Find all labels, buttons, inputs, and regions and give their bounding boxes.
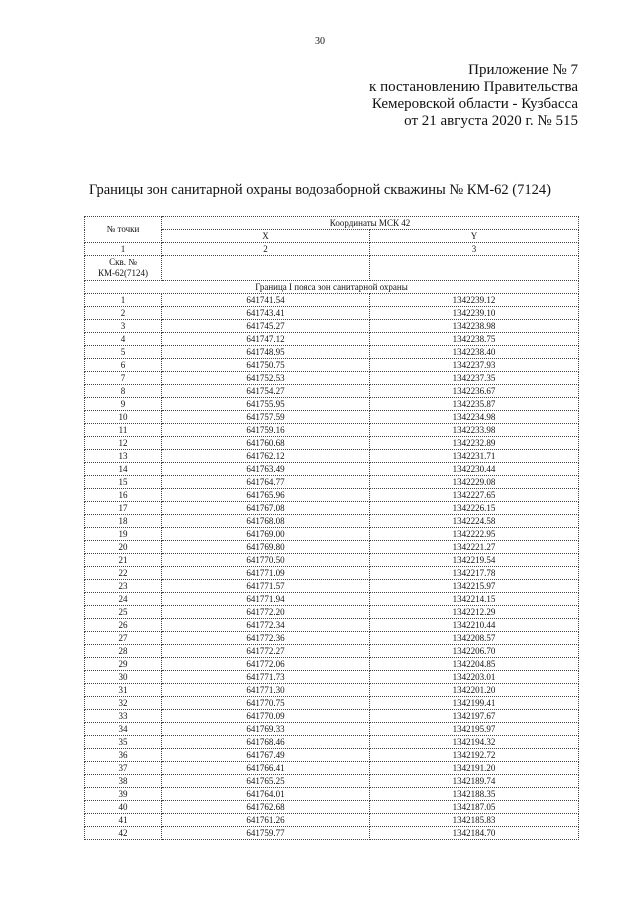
appendix-line-3: Кемеровской области - Кузбасса (371, 96, 578, 112)
y-coordinate-cell: 1342227.65 (370, 489, 579, 502)
x-coordinate-cell: 641755.95 (162, 398, 370, 411)
x-coordinate-cell: 641754.27 (162, 385, 370, 398)
x-coordinate-cell: 641759.77 (162, 827, 370, 840)
y-coordinate-cell: 1342199.41 (370, 697, 579, 710)
y-coordinate-cell: 1342204.85 (370, 658, 579, 671)
point-number-cell: 21 (85, 554, 162, 567)
y-coordinate-cell: 1342229.08 (370, 476, 579, 489)
x-coordinate-cell: 641772.06 (162, 658, 370, 671)
point-number-cell: 1 (85, 294, 162, 307)
table-row (85, 554, 579, 567)
point-number-cell: 26 (85, 619, 162, 632)
well-row (85, 256, 579, 281)
well-x-cell (162, 256, 370, 281)
y-coordinate-cell: 1342195.97 (370, 723, 579, 736)
point-number-cell: 31 (85, 684, 162, 697)
point-number-cell: 10 (85, 411, 162, 424)
x-coordinate-cell: 641766.41 (162, 762, 370, 775)
table-row (85, 450, 579, 463)
point-number-cell: 15 (85, 476, 162, 489)
section-label: Граница I пояса зон санитарной охраны (85, 281, 579, 294)
table-row (85, 684, 579, 697)
table-row (85, 658, 579, 671)
y-coordinate-cell: 1342236.67 (370, 385, 579, 398)
y-coordinate-cell: 1342230.44 (370, 463, 579, 476)
y-coordinate-cell: 1342194.32 (370, 736, 579, 749)
y-coordinate-cell: 1342187.05 (370, 801, 579, 814)
x-coordinate-cell: 641772.34 (162, 619, 370, 632)
y-coordinate-cell: 1342212.29 (370, 606, 579, 619)
table-row (85, 710, 579, 723)
table-row (85, 398, 579, 411)
point-number-cell: 5 (85, 346, 162, 359)
y-coordinate-cell: 1342203.01 (370, 671, 579, 684)
x-coordinate-cell: 641748.95 (162, 346, 370, 359)
x-coordinate-cell: 641769.00 (162, 528, 370, 541)
table-row (85, 606, 579, 619)
point-number-cell: 18 (85, 515, 162, 528)
table-row (85, 463, 579, 476)
y-coordinate-cell: 1342238.98 (370, 320, 579, 333)
point-number-cell: 14 (85, 463, 162, 476)
table-row (85, 320, 579, 333)
table-row (85, 645, 579, 658)
point-number-cell: 33 (85, 710, 162, 723)
table-row (85, 788, 579, 801)
point-number-cell: 13 (85, 450, 162, 463)
x-coordinate-cell: 641772.20 (162, 606, 370, 619)
point-number-cell: 34 (85, 723, 162, 736)
appendix-line-4: от 21 августа 2020 г. № 515 (404, 113, 578, 129)
point-number-cell: 38 (85, 775, 162, 788)
point-number-cell: 27 (85, 632, 162, 645)
point-number-cell: 8 (85, 385, 162, 398)
appendix-line-1: Приложение № 7 (468, 62, 578, 78)
appendix-header (369, 62, 578, 130)
column-numbers-row (85, 243, 579, 256)
point-number-cell: 22 (85, 567, 162, 580)
table-row (85, 437, 579, 450)
point-number-cell: 32 (85, 697, 162, 710)
x-coordinate-cell: 641771.73 (162, 671, 370, 684)
page-number: 30 (315, 36, 325, 47)
y-coordinate-cell: 1342189.74 (370, 775, 579, 788)
point-number-cell: 11 (85, 424, 162, 437)
x-coordinate-cell: 641772.27 (162, 645, 370, 658)
x-coordinate-cell: 641769.33 (162, 723, 370, 736)
point-number-cell: 4 (85, 333, 162, 346)
appendix-line-2: к постановлению Правительства (369, 79, 578, 95)
point-number-cell: 37 (85, 762, 162, 775)
table-row (85, 671, 579, 684)
y-coordinate-cell: 1342191.20 (370, 762, 579, 775)
y-coordinate-cell: 1342210.44 (370, 619, 579, 632)
x-coordinate-cell: 641771.30 (162, 684, 370, 697)
coordinates-table (84, 216, 579, 840)
x-coordinate-cell: 641767.08 (162, 502, 370, 515)
table-row (85, 801, 579, 814)
point-number-cell: 28 (85, 645, 162, 658)
table-row (85, 411, 579, 424)
table-row (85, 567, 579, 580)
point-number-cell: 29 (85, 658, 162, 671)
document-title: Границы зон санитарной охраны водозаборной скважины № КМ-62 (7124) (89, 182, 551, 198)
x-coordinate-cell: 641760.68 (162, 437, 370, 450)
point-number-cell: 23 (85, 580, 162, 593)
x-coordinate-cell: 641767.49 (162, 749, 370, 762)
table-row (85, 424, 579, 437)
y-coordinate-cell: 1342192.72 (370, 749, 579, 762)
point-number-cell: 41 (85, 814, 162, 827)
well-label-cell (85, 256, 162, 281)
column-number-1: 1 (85, 243, 162, 256)
point-number-cell: 16 (85, 489, 162, 502)
y-coordinate-cell: 1342215.97 (370, 580, 579, 593)
table-row (85, 736, 579, 749)
y-coordinate-cell: 1342188.35 (370, 788, 579, 801)
table-row (85, 385, 579, 398)
point-number-cell: 39 (85, 788, 162, 801)
y-coordinate-cell: 1342219.54 (370, 554, 579, 567)
point-number-cell: 19 (85, 528, 162, 541)
header-y: Y (370, 230, 579, 243)
table-header-row (85, 217, 579, 230)
point-number-cell: 42 (85, 827, 162, 840)
x-coordinate-cell: 641757.59 (162, 411, 370, 424)
x-coordinate-cell: 641752.53 (162, 372, 370, 385)
x-coordinate-cell: 641768.46 (162, 736, 370, 749)
x-coordinate-cell: 641743.41 (162, 307, 370, 320)
header-coordinates: Координаты МСК 42 (162, 217, 579, 230)
x-coordinate-cell: 641772.36 (162, 632, 370, 645)
point-number-cell: 7 (85, 372, 162, 385)
x-coordinate-cell: 641769.80 (162, 541, 370, 554)
y-coordinate-cell: 1342231.71 (370, 450, 579, 463)
table-row (85, 489, 579, 502)
table-row (85, 476, 579, 489)
table-row (85, 294, 579, 307)
y-coordinate-cell: 1342234.98 (370, 411, 579, 424)
x-coordinate-cell: 641759.16 (162, 424, 370, 437)
table-row (85, 697, 579, 710)
y-coordinate-cell: 1342237.35 (370, 372, 579, 385)
table-row (85, 775, 579, 788)
point-number-cell: 35 (85, 736, 162, 749)
table-row (85, 541, 579, 554)
table-row (85, 515, 579, 528)
y-coordinate-cell: 1342235.87 (370, 398, 579, 411)
y-coordinate-cell: 1342206.70 (370, 645, 579, 658)
x-coordinate-cell: 641770.09 (162, 710, 370, 723)
table-row (85, 827, 579, 840)
y-coordinate-cell: 1342201.20 (370, 684, 579, 697)
y-coordinate-cell: 1342217.78 (370, 567, 579, 580)
well-label-line-1: Скв. № (109, 257, 137, 267)
y-coordinate-cell: 1342185.83 (370, 814, 579, 827)
point-number-cell: 17 (85, 502, 162, 515)
table-row (85, 528, 579, 541)
y-coordinate-cell: 1342214.15 (370, 593, 579, 606)
x-coordinate-cell: 641762.12 (162, 450, 370, 463)
x-coordinate-cell: 641750.75 (162, 359, 370, 372)
header-point-number: № точки (85, 217, 162, 243)
x-coordinate-cell: 641763.49 (162, 463, 370, 476)
y-coordinate-cell: 1342233.98 (370, 424, 579, 437)
header-x: X (162, 230, 370, 243)
table-row (85, 814, 579, 827)
point-number-cell: 3 (85, 320, 162, 333)
table-row (85, 762, 579, 775)
point-number-cell: 12 (85, 437, 162, 450)
table-row (85, 749, 579, 762)
x-coordinate-cell: 641771.57 (162, 580, 370, 593)
section-row (85, 281, 579, 294)
y-coordinate-cell: 1342197.67 (370, 710, 579, 723)
y-coordinate-cell: 1342237.93 (370, 359, 579, 372)
y-coordinate-cell: 1342238.40 (370, 346, 579, 359)
y-coordinate-cell: 1342222.95 (370, 528, 579, 541)
x-coordinate-cell: 641741.54 (162, 294, 370, 307)
point-number-cell: 2 (85, 307, 162, 320)
x-coordinate-cell: 641770.75 (162, 697, 370, 710)
point-number-cell: 20 (85, 541, 162, 554)
x-coordinate-cell: 641771.94 (162, 593, 370, 606)
x-coordinate-cell: 641765.25 (162, 775, 370, 788)
x-coordinate-cell: 641770.50 (162, 554, 370, 567)
table-row (85, 593, 579, 606)
point-number-cell: 6 (85, 359, 162, 372)
x-coordinate-cell: 641764.01 (162, 788, 370, 801)
x-coordinate-cell: 641762.68 (162, 801, 370, 814)
table-row (85, 307, 579, 320)
table-row (85, 359, 579, 372)
point-number-cell: 36 (85, 749, 162, 762)
x-coordinate-cell: 641768.08 (162, 515, 370, 528)
table-row (85, 372, 579, 385)
x-coordinate-cell: 641745.27 (162, 320, 370, 333)
x-coordinate-cell: 641747.12 (162, 333, 370, 346)
point-number-cell: 25 (85, 606, 162, 619)
table-row (85, 723, 579, 736)
table-row (85, 580, 579, 593)
table-row (85, 632, 579, 645)
table-row (85, 333, 579, 346)
table-row (85, 346, 579, 359)
y-coordinate-cell: 1342232.89 (370, 437, 579, 450)
y-coordinate-cell: 1342238.75 (370, 333, 579, 346)
x-coordinate-cell: 641761.26 (162, 814, 370, 827)
y-coordinate-cell: 1342239.12 (370, 294, 579, 307)
table-row (85, 502, 579, 515)
x-coordinate-cell: 641765.96 (162, 489, 370, 502)
table-row (85, 619, 579, 632)
column-number-3: 3 (370, 243, 579, 256)
well-y-cell (370, 256, 579, 281)
y-coordinate-cell: 1342208.57 (370, 632, 579, 645)
y-coordinate-cell: 1342184.70 (370, 827, 579, 840)
well-label-line-2: КМ-62(7124) (98, 268, 148, 278)
point-number-cell: 30 (85, 671, 162, 684)
point-number-cell: 40 (85, 801, 162, 814)
y-coordinate-cell: 1342221.27 (370, 541, 579, 554)
y-coordinate-cell: 1342239.10 (370, 307, 579, 320)
x-coordinate-cell: 641771.09 (162, 567, 370, 580)
x-coordinate-cell: 641764.77 (162, 476, 370, 489)
y-coordinate-cell: 1342226.15 (370, 502, 579, 515)
point-number-cell: 24 (85, 593, 162, 606)
point-number-cell: 9 (85, 398, 162, 411)
column-number-2: 2 (162, 243, 370, 256)
y-coordinate-cell: 1342224.58 (370, 515, 579, 528)
